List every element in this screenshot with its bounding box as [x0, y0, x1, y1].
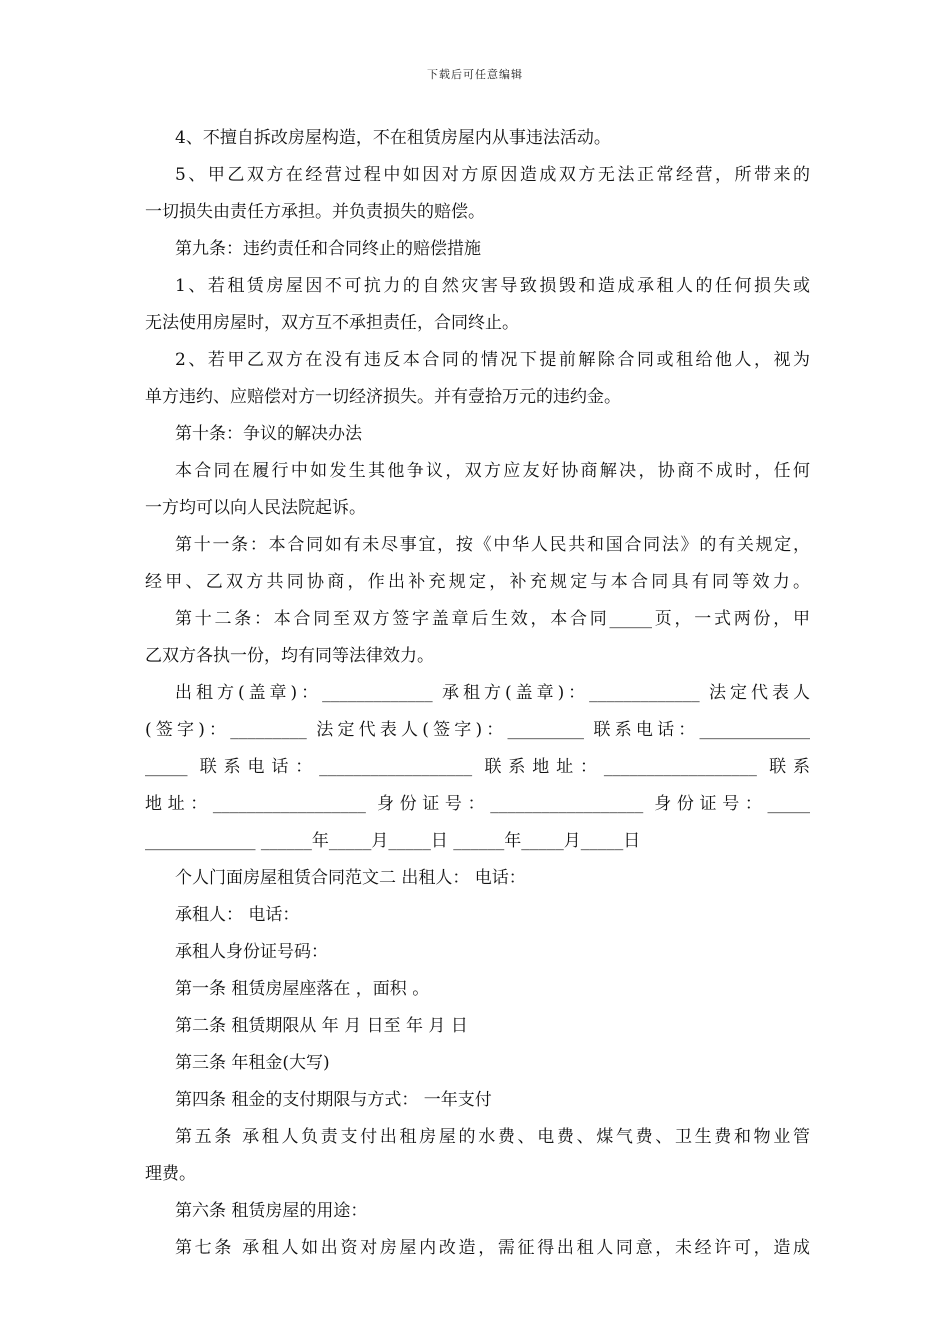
- text-line: 1、若租赁房屋因不可抗力的自然灾害导致损毁和造成承租人的任何损失或: [175, 276, 810, 296]
- text-line: 经甲、乙双方共同协商，作出补充规定，补充规定与本合同具有同等效力。: [145, 572, 810, 592]
- text-line: 个人门面房屋租赁合同范文二 出租人： 电话：: [175, 868, 526, 888]
- text-line: 第六条 租赁房屋的用途：: [175, 1201, 368, 1221]
- text-line: 第十一条：本合同如有未尽事宜，按《中华人民共和国合同法》的有关规定，: [175, 535, 810, 555]
- text-line: 一切损失由责任方承担。并负责损失的赔偿。: [145, 202, 485, 222]
- text-line: _____ 联系电话：__________________ 联系地址：__________________ 联系: [145, 757, 810, 777]
- text-line: 地址：__________________ 身份证号：__________________ 身份证号：_____: [145, 794, 810, 814]
- page-header: 下载后可任意编辑: [427, 68, 523, 81]
- text-line: 出租方(盖章)：_____________ 承租方(盖章)：_____________ 法定代表人: [175, 683, 810, 703]
- text-line: 无法使用房屋时，双方互不承担责任，合同终止。: [145, 313, 519, 333]
- text-line: 第二条 租赁期限从 年 月 日至 年 月 日: [175, 1016, 468, 1036]
- text-line: 本合同在履行中如发生其他争议，双方应友好协商解决，协商不成时，任何: [175, 461, 810, 481]
- text-line: _____________ ______年_____月_____日 ______年_____月_____日: [145, 831, 641, 851]
- text-line: 第五条 承租人负责支付出租房屋的水费、电费、煤气费、卫生费和物业管: [175, 1127, 810, 1147]
- text-line: (签字)：_________ 法定代表人(签字)：_________ 联系电话：_____________: [145, 720, 810, 740]
- text-line: 第七条 承租人如出资对房屋内改造，需征得出租人同意，未经许可，造成: [175, 1238, 810, 1258]
- text-line: 第九条：违约责任和合同终止的赔偿措施: [175, 239, 481, 259]
- text-line: 理费。: [145, 1164, 196, 1184]
- text-line: 4、不擅自拆改房屋构造，不在租赁房屋内从事违法活动。: [175, 128, 611, 148]
- text-line: 第四条 租金的支付期限与方式： 一年支付: [175, 1090, 492, 1110]
- text-line: 承租人身份证号码：: [175, 942, 328, 962]
- text-line: 一方均可以向人民法院起诉。: [145, 498, 366, 518]
- text-line: 2、若甲乙双方在没有违反本合同的情况下提前解除合同或租给他人，视为: [175, 350, 810, 370]
- document-body: [145, 120, 810, 1267]
- text-line: 第十二条：本合同至双方签字盖章后生效，本合同_____页，一式两份，甲: [175, 609, 810, 629]
- text-line: 单方违约、应赔偿对方一切经济损失。并有壹拾万元的违约金。: [145, 387, 621, 407]
- text-line: 乙双方各执一份，均有同等法律效力。: [145, 646, 434, 666]
- text-line: 第一条 租赁房屋座落在 ，面积 。: [175, 979, 430, 999]
- text-line: 承租人： 电话：: [175, 905, 300, 925]
- text-line: 第十条：争议的解决办法: [175, 424, 362, 444]
- text-line: 5、甲乙双方在经营过程中如因对方原因造成双方无法正常经营，所带来的: [175, 165, 810, 185]
- text-line: 第三条 年租金(大写): [175, 1053, 330, 1073]
